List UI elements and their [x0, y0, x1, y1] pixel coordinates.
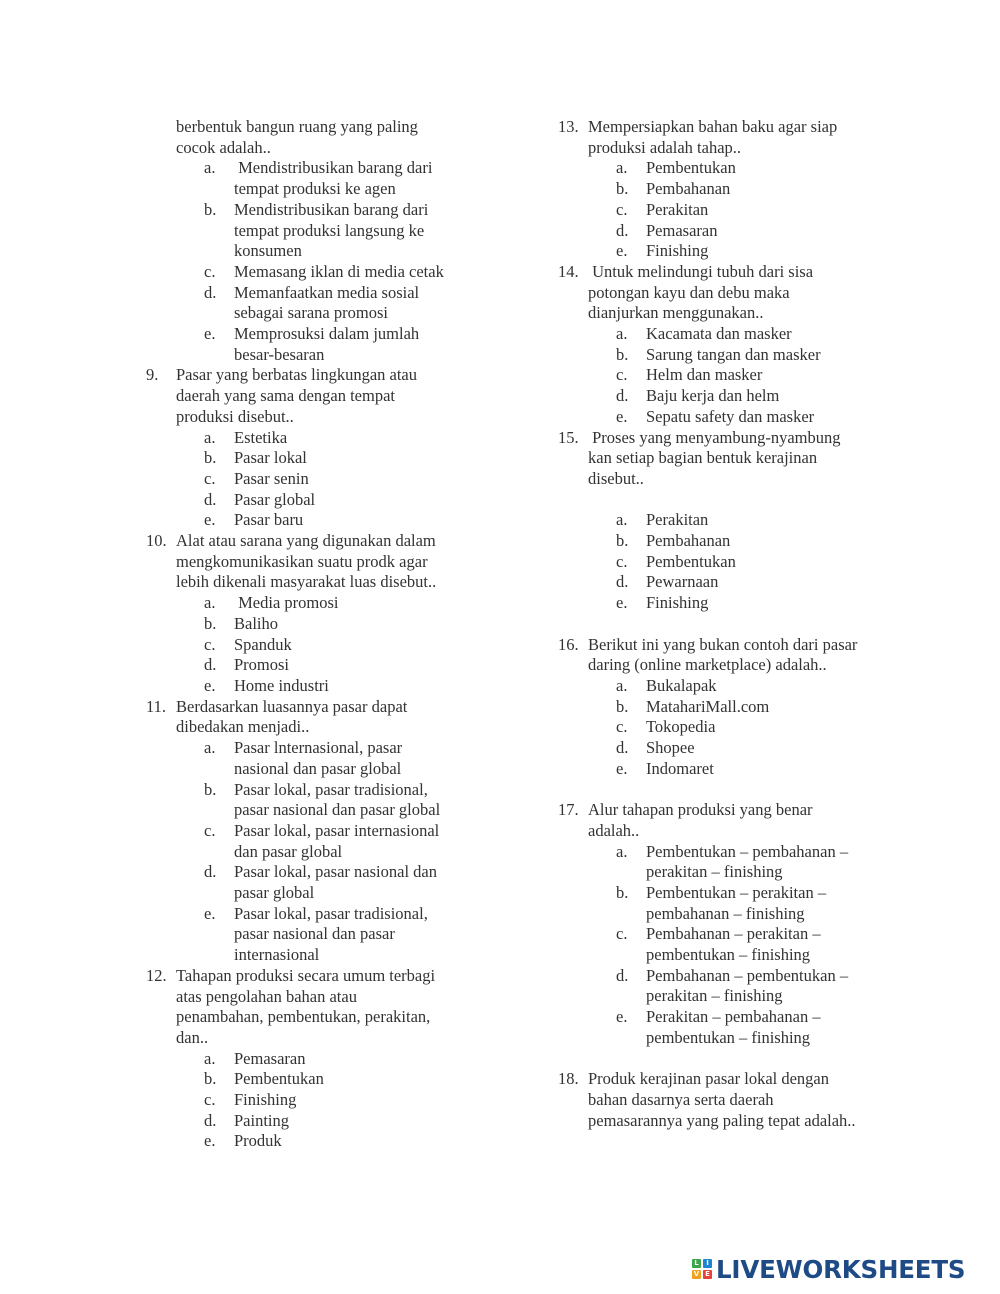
option-letter: a. [204, 738, 216, 758]
option-letter: b. [616, 882, 629, 902]
option-b [558, 531, 898, 552]
option-d [558, 221, 898, 242]
option-text: Baliho [234, 613, 278, 633]
option-b [146, 780, 476, 821]
option-b [558, 697, 898, 718]
option-letter: b. [616, 696, 629, 716]
option-text: Pembentukan [646, 158, 736, 178]
option-letter: c. [616, 717, 628, 737]
option-letter: e. [616, 406, 628, 426]
option-text: Pasar global [234, 489, 316, 509]
option-letter: b. [204, 1069, 217, 1089]
option-c [146, 262, 476, 283]
logo-tile-v: V [693, 1270, 700, 1278]
option-e [146, 676, 476, 697]
option-letter: a. [204, 427, 216, 447]
option-letter: c. [204, 261, 216, 281]
spacer [558, 779, 898, 800]
option-d [146, 655, 476, 676]
question-17 [558, 800, 898, 841]
option-text: Helm dan masker [646, 365, 763, 385]
question-text: Untuk melindungi tubuh dari sisa potongan kayu dan debu maka dianjurkan menggunakan.. [588, 261, 814, 323]
question-9 [146, 365, 476, 427]
option-a [146, 428, 476, 449]
logo-tile-l: L [692, 1259, 701, 1268]
option-text: Sepatu safety dan masker [646, 406, 815, 426]
option-c [146, 821, 476, 862]
option-text: Pemasaran [646, 220, 718, 240]
option-e [558, 407, 898, 428]
option-text: Tokopedia [646, 717, 716, 737]
option-letter: b. [204, 613, 217, 633]
option-a [558, 158, 898, 179]
option-letter: b. [204, 199, 217, 219]
option-c [558, 365, 898, 386]
option-letter: d. [204, 282, 217, 302]
option-text: Spanduk [234, 634, 292, 654]
question-number: 14. [558, 261, 579, 281]
option-d [558, 738, 898, 759]
option-a [146, 158, 476, 199]
question-text: Berikut ini yang bukan contoh dari pasar daring (online marketplace) adalah.. [588, 634, 858, 675]
option-letter: a. [204, 1048, 216, 1068]
q8-options [146, 158, 476, 365]
question-text: berbentuk bangun ruang yang paling [176, 117, 418, 136]
logo-tile-e: E [703, 1270, 712, 1279]
option-letter: c. [616, 924, 628, 944]
question-text: Proses yang menyambung-nyambung kan setiap bagian bentuk kerajinan disebut.. [588, 427, 841, 488]
question-text: cocok adalah.. [176, 137, 271, 157]
option-d [558, 572, 898, 593]
option-c [146, 635, 476, 656]
question-text: Mempersiapkan bahan baku agar siap produksi adalah tahap.. [588, 117, 838, 157]
option-e [558, 1007, 898, 1048]
option-letter: e. [616, 1007, 628, 1027]
option-d [558, 386, 898, 407]
option-text: Pewarnaan [646, 572, 719, 592]
option-c [146, 1090, 476, 1111]
option-letter: c. [616, 365, 628, 385]
option-letter: b. [616, 531, 629, 551]
option-a [558, 510, 898, 531]
option-letter: b. [616, 179, 629, 199]
option-b [146, 1069, 476, 1090]
question-number: 17. [558, 800, 579, 820]
liveworksheets-logo[interactable] [692, 1254, 965, 1284]
spacer [558, 614, 898, 635]
option-text: Estetika [234, 427, 288, 447]
option-c [558, 717, 898, 738]
option-letter: d. [616, 220, 629, 240]
question-text: Tahapan produksi secara umum terbagi atas pengolahan bahan atau penambahan, pembentukan, perakitan, dan.. [176, 965, 436, 1047]
option-a [146, 1049, 476, 1070]
option-text: Pembahanan – perakitan – pembentukan – finishing [646, 924, 821, 965]
option-letter: a. [204, 593, 216, 613]
question-13 [558, 117, 898, 158]
option-a [146, 593, 476, 614]
option-b [146, 614, 476, 635]
option-text: Pembahanan [646, 531, 731, 551]
option-text: Bukalapak [646, 675, 717, 695]
option-text: Kacamata dan masker [646, 324, 792, 344]
question-12 [146, 966, 476, 1049]
option-letter: a. [616, 324, 628, 344]
option-letter: e. [204, 1131, 216, 1151]
question-number: 15. [558, 427, 579, 447]
option-letter: a. [616, 158, 628, 178]
option-text: Pembahanan [646, 179, 731, 199]
option-text: Pemasaran [234, 1048, 306, 1068]
option-e [558, 241, 898, 262]
spacer [558, 1049, 898, 1070]
option-b [146, 200, 476, 262]
question-8-continuation [146, 117, 476, 158]
option-text: Memprosuksi dalam jumlah besar-besaran [234, 324, 420, 364]
option-text: Promosi [234, 655, 290, 675]
option-text: Pembentukan [234, 1069, 324, 1089]
question-15 [558, 428, 898, 490]
option-text: Pasar lokal, pasar tradisional, pasar nasional dan pasar global [234, 779, 441, 820]
option-text: Media promosi [234, 593, 339, 613]
spacer [558, 490, 898, 511]
right-column [558, 117, 898, 1131]
option-text: Pasar baru [234, 510, 304, 530]
option-c [558, 924, 898, 965]
option-text: Painting [234, 1110, 290, 1130]
option-letter: c. [616, 199, 628, 219]
option-b [146, 448, 476, 469]
question-16 [558, 635, 898, 676]
question-11 [146, 697, 476, 738]
option-letter: c. [204, 634, 216, 654]
question-number: 11. [146, 696, 167, 716]
option-letter: b. [204, 779, 217, 799]
option-text: Pasar lokal [234, 448, 307, 468]
option-b [558, 179, 898, 200]
option-text: Perakitan – pembahanan – pembentukan – finishing [646, 1007, 821, 1047]
question-text: Berdasarkan luasannya pasar dapat dibedakan menjadi.. [176, 696, 408, 737]
option-text: Pembentukan – pembahanan – perakitan – finishing [646, 841, 849, 882]
option-text: Pembahanan – pembentukan – perakitan – finishing [646, 965, 849, 1006]
logo-mark-icon [692, 1259, 712, 1279]
option-letter: e. [204, 903, 216, 923]
option-text: Mendistribusikan barang dari tempat produksi ke agen [234, 158, 433, 199]
option-text: Pasar lokal, pasar nasional dan pasar global [234, 862, 437, 903]
option-letter: e. [204, 675, 216, 695]
option-a [558, 324, 898, 345]
option-letter: c. [204, 468, 216, 488]
left-column [146, 117, 476, 1152]
option-text: Finishing [646, 241, 709, 261]
option-letter: e. [616, 758, 628, 778]
option-letter: c. [204, 1090, 216, 1110]
option-letter: d. [204, 862, 217, 882]
option-letter: e. [616, 241, 628, 261]
option-letter: a. [616, 675, 628, 695]
question-18 [558, 1069, 898, 1131]
logo-text: LIVEWORKSHEETS [716, 1254, 966, 1284]
question-text: Alur tahapan produksi yang benar adalah.. [588, 800, 813, 840]
option-e [558, 759, 898, 780]
option-a [146, 738, 476, 779]
option-letter: b. [616, 344, 629, 364]
option-text: Pembentukan – perakitan – pembahanan – finishing [646, 882, 827, 923]
option-d [146, 1111, 476, 1132]
option-text: Finishing [234, 1090, 297, 1110]
option-letter: a. [616, 841, 628, 861]
option-letter: a. [616, 510, 628, 530]
option-letter: c. [616, 551, 628, 571]
option-d [146, 862, 476, 903]
option-a [558, 676, 898, 697]
option-text: Sarung tangan dan masker [646, 344, 821, 364]
question-number: 9. [146, 365, 159, 385]
option-letter: c. [204, 820, 216, 840]
option-text: Pembentukan [646, 551, 736, 571]
option-text: MatahariMall.com [646, 696, 770, 716]
option-text: Perakitan [646, 510, 709, 530]
option-d [146, 283, 476, 324]
option-text: Pasar senin [234, 468, 309, 488]
question-text: Produk kerajinan pasar lokal dengan bahan dasarnya serta daerah pemasarannya yang paling tepat adalah.. [588, 1069, 856, 1130]
option-c [558, 552, 898, 573]
option-text: Pasar lnternasional, pasar nasional dan pasar global [234, 738, 403, 778]
option-text: Perakitan [646, 199, 709, 219]
option-e [146, 1131, 476, 1152]
option-letter: e. [204, 324, 216, 344]
option-letter: a. [204, 158, 216, 178]
option-c [558, 200, 898, 221]
question-number: 18. [558, 1069, 579, 1089]
option-text: Baju kerja dan helm [646, 386, 780, 406]
question-text: Pasar yang berbatas lingkungan atau daerah yang sama dengan tempat produksi disebut.. [176, 365, 418, 426]
option-letter: d. [204, 1110, 217, 1130]
question-number: 10. [146, 531, 167, 551]
question-number: 16. [558, 634, 579, 654]
logo-tile-i: I [703, 1259, 712, 1268]
question-14 [558, 262, 898, 324]
option-a [558, 842, 898, 883]
option-text: Produk [234, 1131, 282, 1151]
option-e [146, 510, 476, 531]
option-text: Finishing [646, 593, 709, 613]
option-c [146, 469, 476, 490]
option-b [558, 345, 898, 366]
option-letter: e. [616, 593, 628, 613]
option-text: Memasang iklan di media cetak [234, 261, 444, 281]
option-text: Memanfaatkan media sosial sebagai sarana promosi [234, 282, 420, 323]
option-text: Pasar lokal, pasar tradisional, pasar nasional dan pasar internasional [234, 903, 428, 965]
option-letter: d. [204, 655, 217, 675]
option-letter: b. [204, 448, 217, 468]
option-letter: e. [204, 510, 216, 530]
question-text: Alat atau sarana yang digunakan dalam mengkomunikasikan suatu prodk agar lebih dikenali masyarakat luas disebut.. [176, 531, 437, 592]
option-text: Indomaret [646, 758, 714, 778]
option-letter: d. [616, 386, 629, 406]
option-e [558, 593, 898, 614]
option-text: Mendistribusikan barang dari tempat produksi langsung ke konsumen [234, 199, 429, 261]
option-text: Pasar lokal, pasar internasional dan pasar global [234, 820, 440, 861]
option-letter: d. [616, 965, 629, 985]
option-e [146, 904, 476, 966]
option-text: Home industri [234, 675, 329, 695]
option-text: Shopee [646, 738, 695, 758]
option-d [146, 490, 476, 511]
option-d [558, 966, 898, 1007]
option-letter: d. [616, 572, 629, 592]
option-letter: d. [616, 738, 629, 758]
question-10 [146, 531, 476, 593]
option-b [558, 883, 898, 924]
question-number: 12. [146, 965, 167, 985]
option-e [146, 324, 476, 365]
option-letter: d. [204, 489, 217, 509]
question-number: 13. [558, 117, 579, 136]
